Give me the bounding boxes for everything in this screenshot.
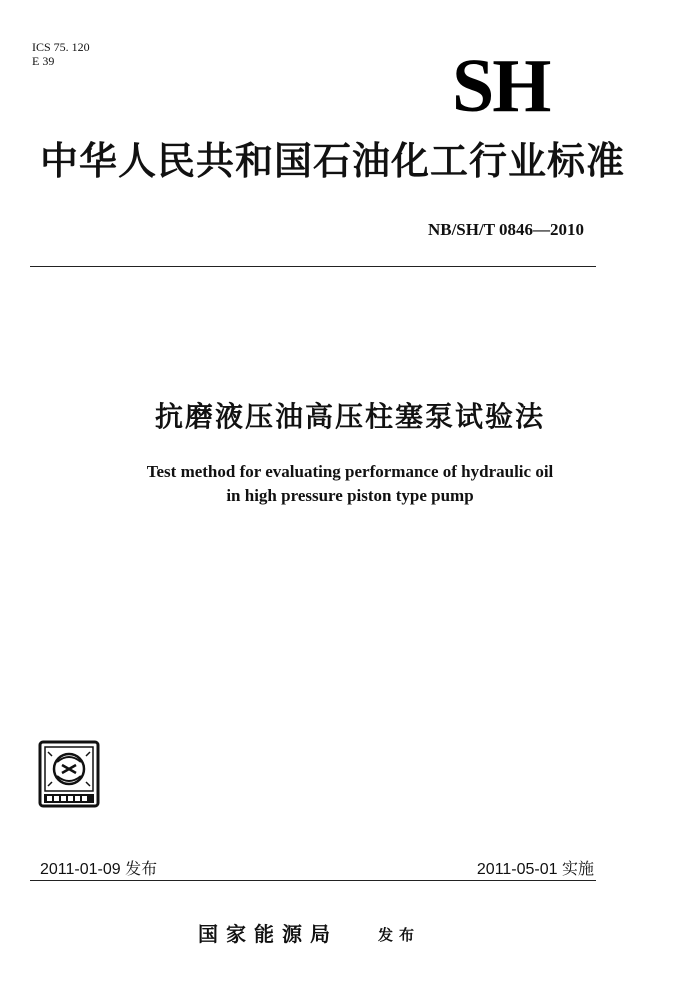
industry-standard-title: 中华人民共和国石油化工行业标准: [40, 139, 626, 183]
publisher-seal-icon: [38, 740, 100, 808]
ccs-code: E 39: [32, 54, 55, 68]
chinese-title: 抗磨液压油高压柱塞泵试验法: [154, 400, 545, 433]
english-title-line-1: Test method for evaluating performance of hydraulic oil: [146, 462, 554, 481]
issue-date: 2011-01-09 发布: [40, 861, 158, 878]
publish-label: 发布: [378, 926, 421, 944]
standard-number: NB/SH/T 0846—2010: [427, 220, 584, 239]
bottom-divider: [30, 880, 596, 881]
english-title-line-2: in high pressure piston type pump: [226, 486, 474, 505]
ics-code: ICS 75. 120: [32, 40, 90, 54]
sh-logo: SH: [452, 44, 550, 128]
classification-codes: [32, 40, 90, 68]
implementation-date: 2011-05-01 实施: [476, 861, 594, 878]
top-divider: [30, 266, 596, 267]
english-title: [0, 460, 700, 508]
publisher-name: 国家能源局: [198, 922, 338, 946]
